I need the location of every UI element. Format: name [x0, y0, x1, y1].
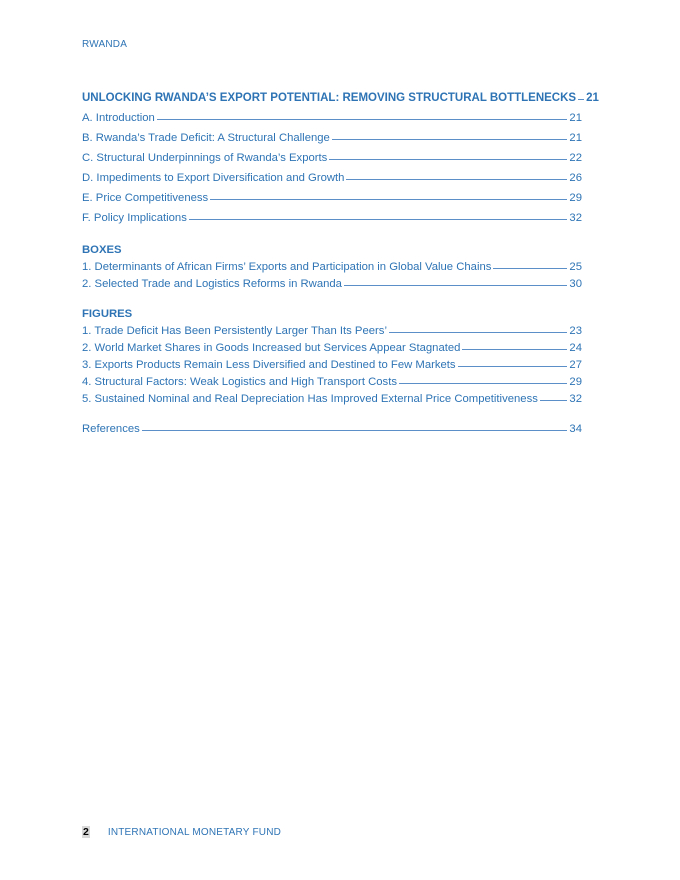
toc-entry-page: 29 [569, 192, 582, 204]
dot-leader [399, 383, 567, 384]
dot-leader [389, 332, 567, 333]
toc-entry-box-1[interactable] [82, 261, 582, 274]
figures-heading: FIGURES [82, 308, 133, 320]
dot-leader [142, 430, 568, 431]
toc-entry-box-2[interactable] [82, 278, 582, 291]
toc-entry-label: References [82, 423, 140, 435]
toc-entry-figure-2[interactable] [82, 342, 582, 355]
toc-entry-page: 23 [569, 325, 582, 337]
toc-entry-label: UNLOCKING RWANDA’S EXPORT POTENTIAL: REMOVING STRUCTURAL BOTTLENECKS [82, 92, 577, 104]
dot-leader [332, 139, 568, 140]
toc-entry-label: 2. Selected Trade and Logistics Reforms in Rwanda [82, 278, 342, 290]
dot-leader [157, 119, 568, 120]
toc-entry-label: 1. Determinants of African Firms’ Exports and Participation in Global Value Chains [82, 261, 492, 273]
running-head: RWANDA [82, 39, 128, 50]
toc-entry-section-d[interactable] [82, 172, 582, 185]
dot-leader [329, 159, 567, 160]
toc-entry-page: 24 [569, 342, 582, 354]
page-footer [82, 826, 281, 838]
toc-entry-page: 21 [569, 112, 582, 124]
dot-leader [493, 268, 567, 269]
toc-entry-label: 2. World Market Shares in Goods Increased but Services Appear Stagnated [82, 342, 461, 354]
dot-leader [346, 179, 567, 180]
toc-entry-label: 3. Exports Products Remain Less Diversified and Destined to Few Markets [82, 359, 456, 371]
dot-leader [189, 219, 568, 220]
toc-entry-figure-5[interactable] [82, 393, 582, 406]
toc-entry-figure-3[interactable] [82, 359, 582, 372]
dot-leader [540, 400, 568, 401]
toc-entry-label: 4. Structural Factors: Weak Logistics and High Transport Costs [82, 376, 397, 388]
toc-entry-page: 34 [569, 423, 582, 435]
toc-entry-label: D. Impediments to Export Diversification and Growth [82, 172, 345, 184]
page-number: 2 [83, 826, 89, 838]
toc-entry-main-chapter[interactable] [82, 92, 599, 105]
dot-leader [578, 99, 584, 100]
toc-entry-section-f[interactable] [82, 212, 582, 225]
dot-leader [458, 366, 568, 367]
toc-entry-section-b[interactable] [82, 132, 582, 145]
toc-entry-references[interactable] [82, 423, 582, 436]
toc-entry-figure-1[interactable] [82, 325, 582, 338]
toc-entry-page: 25 [569, 261, 582, 273]
toc-entry-label: B. Rwanda’s Trade Deficit: A Structural Challenge [82, 132, 330, 144]
toc-entry-label: E. Price Competitiveness [82, 192, 209, 204]
toc-entry-page: 26 [569, 172, 582, 184]
toc-entry-section-e[interactable] [82, 192, 582, 205]
dot-leader [462, 349, 567, 350]
footer-organization: INTERNATIONAL MONETARY FUND [107, 826, 282, 838]
toc-entry-label: A. Introduction [82, 112, 155, 124]
dot-leader [344, 285, 567, 286]
toc-entry-figure-4[interactable] [82, 376, 582, 389]
toc-entry-page: 32 [569, 212, 582, 224]
toc-entry-page: 22 [569, 152, 582, 164]
dot-leader [210, 199, 567, 200]
toc-entry-page: 21 [586, 92, 599, 104]
toc-entry-section-c[interactable] [82, 152, 582, 165]
table-of-contents [82, 92, 599, 436]
toc-entry-page: 32 [569, 393, 582, 405]
toc-entry-page: 21 [569, 132, 582, 144]
boxes-heading: BOXES [82, 244, 122, 256]
toc-entry-section-a[interactable] [82, 112, 582, 125]
toc-entry-label: 1. Trade Deficit Has Been Persistently Larger Than Its Peers’ [82, 325, 387, 337]
toc-entry-page: 29 [569, 376, 582, 388]
toc-entry-label: C. Structural Underpinnings of Rwanda’s Exports [82, 152, 328, 164]
toc-entry-page: 30 [569, 278, 582, 290]
toc-entry-label: F. Policy Implications [82, 212, 187, 224]
toc-entry-page: 27 [569, 359, 582, 371]
toc-entry-label: 5. Sustained Nominal and Real Depreciation Has Improved External Price Competitiveness [82, 393, 538, 405]
